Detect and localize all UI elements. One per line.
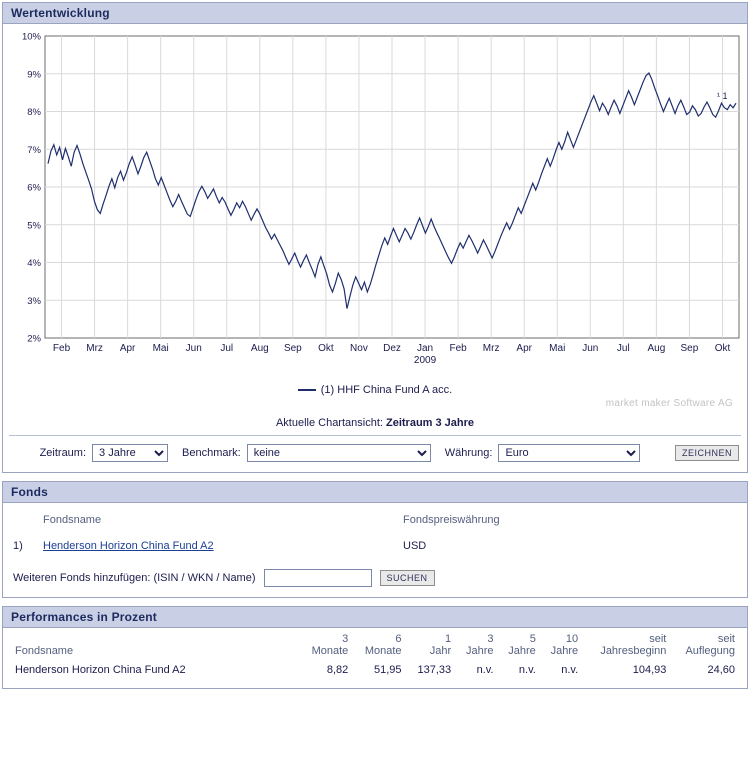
perf-col-3y-line1: 3 bbox=[487, 633, 494, 645]
current-view-value: Zeitraum 3 Jahre bbox=[386, 417, 475, 429]
perf-col-since bbox=[670, 632, 739, 660]
chart-area bbox=[3, 24, 747, 413]
table-row bbox=[13, 529, 737, 555]
zeitraum-label: Zeitraum: bbox=[39, 447, 87, 459]
svg-text:Jun: Jun bbox=[582, 343, 599, 354]
svg-text:4%: 4% bbox=[27, 258, 41, 269]
svg-text:Jun: Jun bbox=[185, 343, 202, 354]
perf-row-name: Henderson Horizon China Fund A2 bbox=[15, 664, 186, 676]
perf-col-ytd bbox=[582, 632, 670, 660]
perf-row-3m: 8,82 bbox=[326, 664, 349, 676]
perf-col-name bbox=[11, 632, 299, 660]
add-fund-label: Weiteren Fonds hinzufügen: (ISIN / WKN / Name) bbox=[13, 572, 256, 584]
fonds-header-index bbox=[13, 511, 43, 529]
chart-panel bbox=[2, 2, 748, 473]
performance-header-row bbox=[11, 632, 739, 660]
svg-text:7%: 7% bbox=[27, 144, 41, 156]
performance-line-chart bbox=[11, 30, 745, 382]
svg-text:Mrz: Mrz bbox=[482, 343, 500, 354]
svg-text:Sep: Sep bbox=[680, 343, 699, 354]
perf-col-10y bbox=[540, 632, 582, 660]
perf-row-ytd: 104,93 bbox=[632, 664, 667, 676]
perf-col-since-line2: Auflegung bbox=[685, 645, 735, 657]
chart-controls bbox=[3, 436, 747, 472]
waehrung-label: Währung: bbox=[444, 447, 493, 459]
zeichnen-button[interactable]: ZEICHNEN bbox=[675, 445, 739, 461]
performance-table bbox=[11, 632, 739, 678]
svg-text:Apr: Apr bbox=[516, 343, 532, 354]
chart-watermark: market maker Software AG bbox=[605, 398, 733, 409]
fonds-table bbox=[13, 511, 737, 555]
fonds-panel-title: Fonds bbox=[3, 482, 747, 503]
waehrung-select[interactable] bbox=[498, 444, 640, 462]
perf-col-5y-line1: 5 bbox=[529, 633, 536, 645]
fonds-row-index: 1) bbox=[13, 540, 23, 552]
legend-line-swatch bbox=[298, 389, 316, 391]
chart-panel-title: Wertentwicklung bbox=[3, 3, 747, 24]
perf-col-3y bbox=[455, 632, 497, 660]
perf-row-10y: n.v. bbox=[561, 664, 579, 676]
perf-row-since: 24,60 bbox=[707, 664, 735, 676]
perf-col-1y bbox=[406, 632, 456, 660]
perf-col-ytd-line1: seit bbox=[649, 633, 667, 645]
fonds-header-currency: Fondspreiswährung bbox=[403, 514, 500, 526]
fonds-body bbox=[3, 503, 747, 597]
svg-text:Jul: Jul bbox=[220, 343, 234, 354]
benchmark-select[interactable] bbox=[247, 444, 431, 462]
svg-text:Mai: Mai bbox=[152, 343, 169, 354]
fonds-row-name bbox=[43, 529, 403, 555]
svg-text:9%: 9% bbox=[27, 69, 41, 81]
performance-body bbox=[3, 628, 747, 688]
svg-text:5%: 5% bbox=[27, 220, 41, 232]
perf-col-10y-line1: 10 bbox=[565, 633, 579, 645]
perf-row-6m: 51,95 bbox=[374, 664, 402, 676]
svg-text:Mai: Mai bbox=[549, 343, 566, 354]
svg-text:Jan: Jan bbox=[416, 343, 434, 354]
add-fund-row bbox=[13, 569, 737, 587]
svg-text:Sep: Sep bbox=[283, 343, 302, 354]
svg-text:10%: 10% bbox=[21, 31, 41, 43]
perf-col-ytd-line2: Jahresbeginn bbox=[600, 645, 667, 657]
perf-col-3y-line2: Jahre bbox=[465, 645, 494, 657]
svg-text:Okt: Okt bbox=[318, 343, 334, 354]
perf-col-6m bbox=[352, 632, 405, 660]
perf-col-1y-line1: 1 bbox=[445, 633, 452, 645]
svg-text:¹ 1: ¹ 1 bbox=[717, 91, 728, 102]
svg-text:2009: 2009 bbox=[413, 355, 437, 366]
perf-col-name-line2: Fondsname bbox=[15, 645, 74, 657]
perf-col-since-line1: seit bbox=[717, 633, 735, 645]
plot-wrapper bbox=[11, 30, 739, 382]
perf-row-5y: n.v. bbox=[518, 664, 536, 676]
performance-panel bbox=[2, 606, 748, 689]
suchen-button[interactable]: SUCHEN bbox=[380, 570, 435, 586]
perf-col-6m-line2: Monate bbox=[364, 645, 402, 657]
perf-col-3m-line1: 3 bbox=[342, 633, 349, 645]
perf-col-6m-line1: 6 bbox=[395, 633, 402, 645]
svg-text:Nov: Nov bbox=[350, 343, 368, 354]
fonds-row-currency: USD bbox=[403, 540, 427, 552]
current-view-label: Aktuelle Chartansicht: bbox=[275, 417, 383, 429]
svg-text:Okt: Okt bbox=[714, 343, 731, 354]
legend-label: (1) HHF China Fund A acc. bbox=[320, 384, 453, 396]
svg-text:Jul: Jul bbox=[616, 343, 630, 354]
chart-legend bbox=[11, 384, 739, 396]
perf-col-1y-line2: Jahr bbox=[429, 645, 452, 657]
svg-text:3%: 3% bbox=[27, 295, 41, 307]
svg-text:Mrz: Mrz bbox=[86, 343, 103, 354]
perf-row-1y: 137,33 bbox=[417, 664, 452, 676]
svg-text:6%: 6% bbox=[27, 182, 41, 194]
current-chart-view bbox=[3, 413, 747, 435]
perf-col-5y bbox=[497, 632, 539, 660]
svg-text:Aug: Aug bbox=[647, 343, 666, 354]
table-row bbox=[11, 660, 739, 678]
perf-col-5y-line2: Jahre bbox=[508, 645, 536, 657]
fonds-header-row bbox=[13, 511, 737, 529]
svg-text:Feb: Feb bbox=[449, 343, 467, 354]
svg-text:Feb: Feb bbox=[52, 343, 71, 354]
benchmark-label: Benchmark: bbox=[182, 447, 241, 459]
fonds-header-name: Fondsname bbox=[43, 514, 102, 526]
perf-col-3m-line2: Monate bbox=[311, 645, 349, 657]
perf-col-10y-line2: Jahre bbox=[550, 645, 579, 657]
svg-text:Dez: Dez bbox=[383, 343, 401, 354]
svg-text:8%: 8% bbox=[27, 107, 41, 118]
performance-panel-title: Performances in Prozent bbox=[3, 607, 747, 628]
svg-text:Apr: Apr bbox=[119, 343, 136, 354]
perf-row-3y: n.v. bbox=[476, 664, 494, 676]
fund-link[interactable]: Henderson Horizon China Fund A2 bbox=[43, 540, 214, 552]
perf-col-3m bbox=[299, 632, 352, 660]
fonds-panel bbox=[2, 481, 748, 598]
zeitraum-select[interactable] bbox=[92, 444, 168, 462]
svg-text:2%: 2% bbox=[27, 333, 41, 345]
svg-text:Aug: Aug bbox=[250, 343, 269, 354]
add-fund-input[interactable] bbox=[264, 569, 372, 587]
